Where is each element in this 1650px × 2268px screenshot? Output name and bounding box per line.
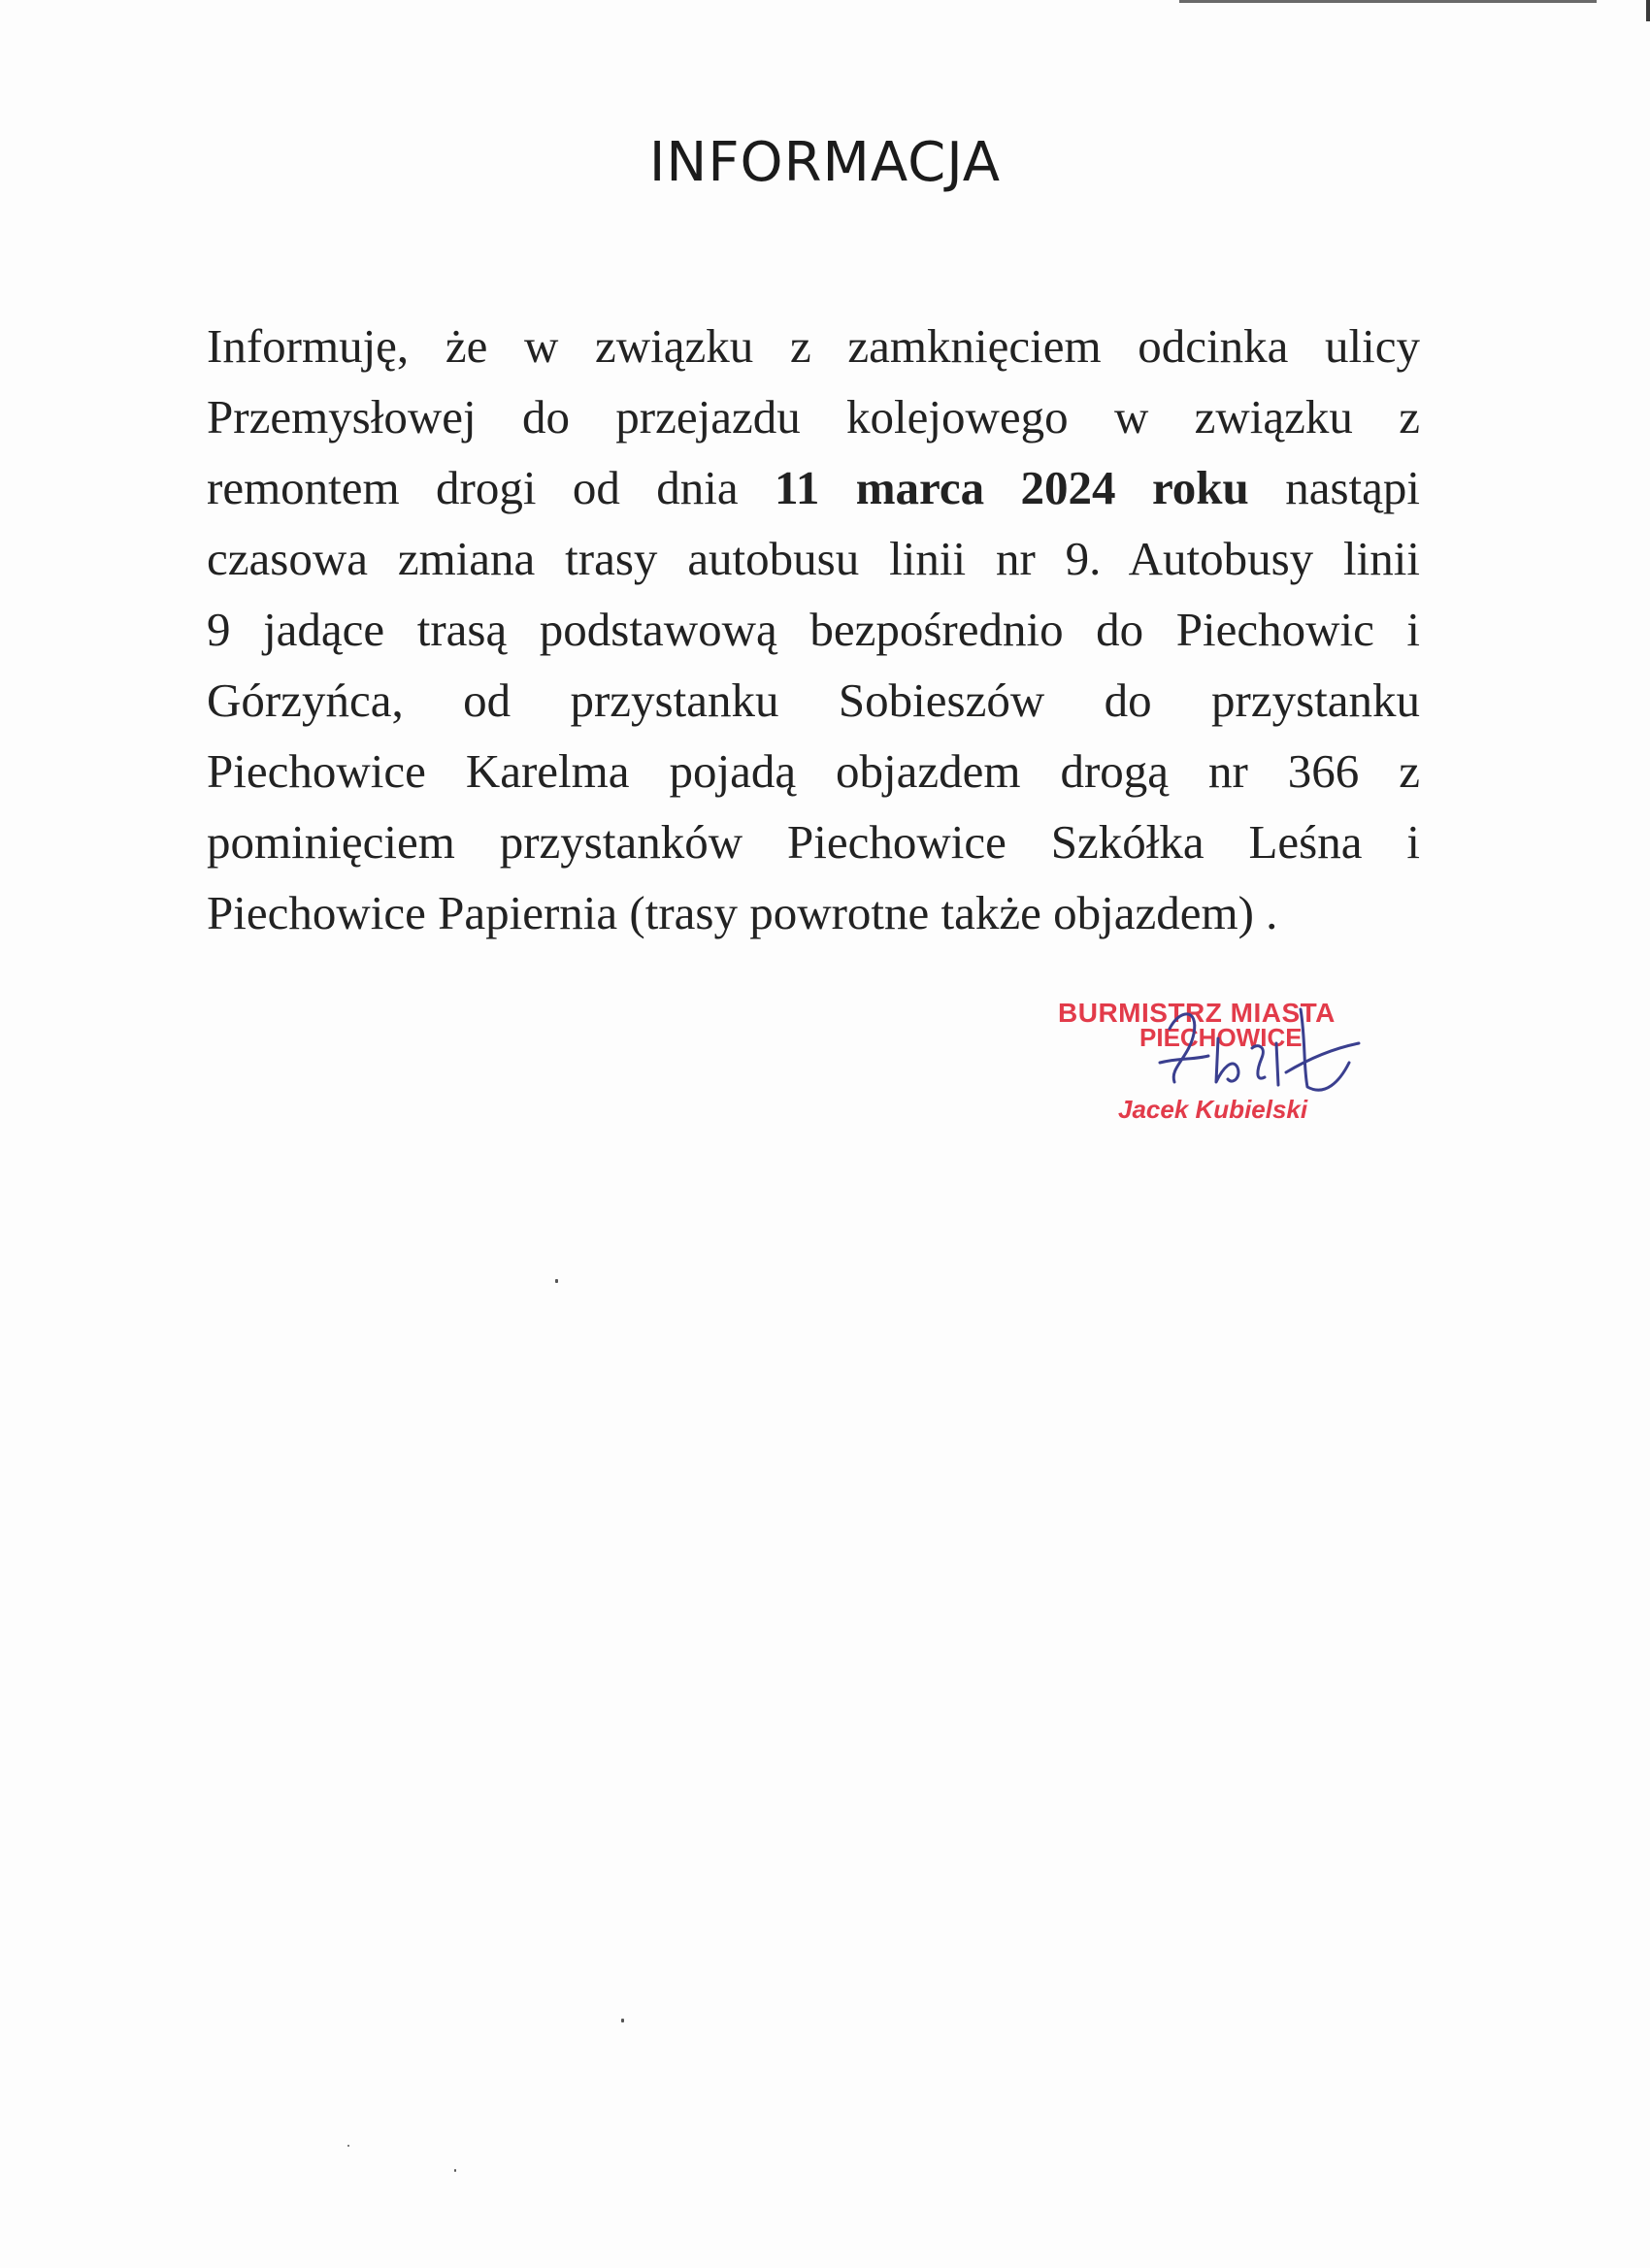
signature-strokes xyxy=(1160,1009,1359,1090)
scan-speck xyxy=(621,2019,624,2022)
stamp-title: BURMISTRZ MIASTA xyxy=(1058,998,1336,1028)
body-line-6: Górzyńca, od przystanku Sobieszów do przystanku xyxy=(207,674,1420,727)
body-line-2: Przemysłowej do przejazdu kolejowego w związku z xyxy=(207,390,1420,444)
body-line-3 xyxy=(207,452,1420,523)
scan-edge-right xyxy=(1646,0,1650,21)
body-line-3-after: nastąpi xyxy=(1248,461,1421,514)
stamp-city: PIECHOWICE xyxy=(1139,1023,1303,1052)
scan-speck xyxy=(555,1279,558,1283)
scan-edge-top xyxy=(1179,0,1597,3)
body-line-3-before: remontem drogi od dnia xyxy=(207,461,776,514)
body-line-5: 9 jadące trasą podstawową bezpośrednio do Piechowic i xyxy=(207,603,1420,656)
stamp-name: Jacek Kubielski xyxy=(1118,1095,1308,1124)
scan-speck xyxy=(454,2169,456,2172)
body-line-9: Piechowice Papiernia (trasy powrotne także objazdem) . xyxy=(207,886,1278,939)
body-line-4: czasowa zmiana trasy autobusu linii nr 9. Autobusy linii xyxy=(207,532,1420,585)
body-line-7: Piechowice Karelma pojadą objazdem drogą nr 366 z xyxy=(207,744,1420,798)
document-title: INFORMACJA xyxy=(648,131,1002,194)
body-line-8: pominięciem przystanków Piechowice Szkółka Leśna i xyxy=(207,815,1420,869)
document-body xyxy=(207,311,1420,948)
scan-speck xyxy=(347,2145,349,2147)
body-line-1: Informuję, że w związku z zamknięciem odcinka ulicy xyxy=(207,319,1420,373)
date-highlight: 11 marca 2024 roku xyxy=(775,461,1249,514)
handwritten-signature xyxy=(1140,990,1373,1116)
